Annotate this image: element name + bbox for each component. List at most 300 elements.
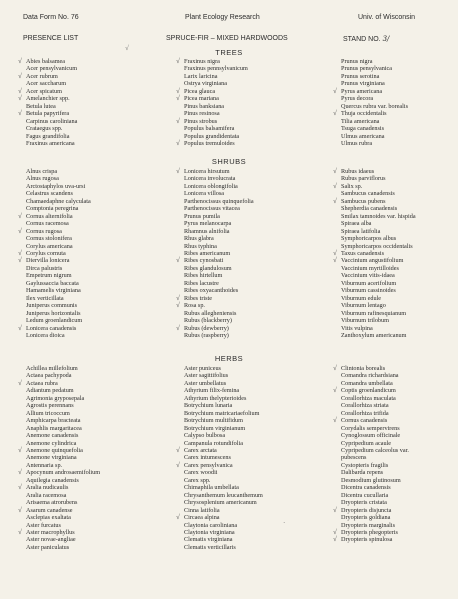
species-name: Thuja occidentalis <box>341 110 387 118</box>
species-item <box>22 265 157 272</box>
species-name: Cornus racemosa <box>26 220 69 228</box>
species-name: Aquilegia canadensis <box>26 476 79 484</box>
species-item <box>180 287 315 294</box>
species-name: Botrychium lunaria <box>184 402 233 410</box>
species-name: Lonicera canadensis <box>26 324 77 332</box>
species-name: Acer pensylvanicum <box>26 65 78 73</box>
species-item <box>180 499 315 506</box>
species-name: Cynoglossum officinale <box>341 432 401 440</box>
species-name: Carex pensylvanica <box>184 461 233 469</box>
species-item <box>18 483 157 492</box>
check-mark-icon: √ <box>176 138 180 147</box>
species-name: Populus tremuloides <box>184 139 235 147</box>
species-item <box>180 432 315 439</box>
species-item <box>337 58 458 65</box>
check-mark-icon: √ <box>333 196 337 205</box>
species-name: Botrychium matricariaefolium <box>184 409 260 417</box>
species-name: Juniperus communis <box>26 302 78 310</box>
species-name: Lonicera involucrata <box>184 175 236 183</box>
species-item <box>333 196 458 205</box>
species-item <box>180 522 315 529</box>
species-item <box>18 211 157 220</box>
species-item <box>22 387 157 394</box>
species-item <box>337 272 458 279</box>
species-name: Pinus strobus <box>184 117 218 125</box>
species-name: Chimaphila umbellata <box>184 484 239 492</box>
species-name: Ribes cynosbati <box>184 257 224 265</box>
species-name: Aster sagittifolius <box>184 372 229 380</box>
species-name: Shepherdia canadensis <box>341 205 398 213</box>
check-mark-icon: √ <box>333 109 337 118</box>
species-name: Coptis groenlandicum <box>341 387 396 395</box>
check-mark-icon: √ <box>176 301 180 310</box>
species-name: Gaylussaccia baccata <box>26 279 79 287</box>
species-name: Dicentra canadensis <box>341 484 391 492</box>
species-name: Celastrus scandens <box>26 190 73 198</box>
species-name: Populus grandidentata <box>184 132 240 140</box>
species-name: Rubus (raspberry) <box>184 331 229 339</box>
species-item <box>22 310 157 317</box>
species-item <box>337 175 458 182</box>
trees-col-1 <box>18 57 157 147</box>
species-item <box>22 220 157 227</box>
species-item <box>180 198 315 205</box>
species-item <box>18 109 157 118</box>
check-mark-icon: √ <box>18 468 22 477</box>
check-mark-icon: √ <box>333 248 337 257</box>
stray-mark: · <box>283 519 286 527</box>
species-name: Spiraea alba <box>341 220 372 228</box>
species-item <box>22 425 157 432</box>
species-item <box>180 402 315 409</box>
species-name: Pinus banksiana <box>184 102 225 110</box>
trees-col-2 <box>176 57 315 147</box>
species-item <box>180 454 315 461</box>
species-item <box>18 71 157 80</box>
species-item <box>22 125 157 132</box>
species-name: Dryopteris marginalis <box>341 521 396 529</box>
species-item <box>180 387 315 394</box>
species-item <box>176 116 315 125</box>
species-name: Ribes triste <box>184 294 213 302</box>
species-item <box>22 477 157 484</box>
species-name: Ribes oxyacanthoides <box>184 287 239 295</box>
species-item <box>176 460 315 469</box>
species-name: Lonicera villosa <box>184 190 225 198</box>
species-name: Symphoricarpos albus <box>341 235 397 243</box>
species-name: Vitis vulpina <box>341 324 373 332</box>
species-name: Acer spicatum <box>26 87 62 95</box>
species-name: Fraxinus nigra <box>184 58 220 65</box>
species-item <box>22 198 157 205</box>
species-name: Anemone virginiana <box>26 454 77 462</box>
species-item <box>22 295 157 302</box>
species-item <box>22 454 157 461</box>
species-name: Pyrus melanocarpa <box>184 220 232 228</box>
species-name: Chamaedaphne calyculata <box>26 197 91 205</box>
species-name: Cinna latifolia <box>184 506 220 514</box>
species-item <box>337 469 458 476</box>
species-item <box>333 527 458 536</box>
species-item <box>337 492 458 499</box>
species-item <box>18 323 157 332</box>
species-item <box>180 484 315 491</box>
species-item <box>337 432 458 439</box>
species-item <box>337 65 458 72</box>
check-mark-icon: √ <box>18 256 22 265</box>
check-mark-icon: √ <box>18 71 22 80</box>
species-name: Ostrya virginiana <box>184 80 228 88</box>
check-mark-icon: √ <box>333 181 337 190</box>
species-item <box>176 445 315 454</box>
check-mark-icon: √ <box>18 248 22 257</box>
species-name: Rubus idaeus <box>341 168 375 175</box>
species-name: Lonicera oblongifolia <box>184 182 238 190</box>
species-item <box>337 95 458 102</box>
species-name: Circaea alpina <box>184 514 220 522</box>
species-name: Alnus crispa <box>26 168 58 175</box>
species-item <box>18 248 157 257</box>
species-item <box>22 492 157 499</box>
species-name: Sambucus pubens <box>341 197 386 205</box>
check-mark-icon: √ <box>333 167 337 175</box>
species-name: Rhus typhina <box>184 242 217 250</box>
species-name: Acer saccharum <box>26 80 67 88</box>
species-name: Taxus canadensis <box>341 249 385 257</box>
species-item <box>176 293 315 302</box>
species-name: Cypripedium calceolus var. <box>341 446 409 454</box>
species-name: Antennaria sp. <box>26 461 63 469</box>
species-item <box>180 205 315 212</box>
species-name: Amphicarpa bracteata <box>26 417 81 425</box>
species-item <box>18 468 157 477</box>
species-item <box>22 365 157 372</box>
species-item <box>22 372 157 379</box>
species-name: Vaccinium vitis-idaea <box>341 272 395 280</box>
species-item <box>180 133 315 140</box>
species-name: Viburnum lentago <box>341 302 386 310</box>
species-item <box>337 477 458 484</box>
species-name: Rubus allegheniensis <box>184 309 237 317</box>
species-item <box>180 110 315 117</box>
species-name: Sambucus canadensis <box>341 190 395 198</box>
check-mark-icon: √ <box>18 445 22 454</box>
species-name: Larix laricina <box>184 72 218 80</box>
species-item <box>22 514 157 521</box>
species-name: Viburnum rafinesquianum <box>341 309 407 317</box>
check-mark-icon: √ <box>333 256 337 265</box>
species-item <box>180 395 315 402</box>
species-name: Dryopteris spinulosa <box>341 536 393 544</box>
species-name: Fraxinus americana <box>26 139 75 147</box>
species-item <box>337 402 458 409</box>
species-item <box>22 499 157 506</box>
species-item <box>337 440 458 447</box>
species-name: Ulmus rubra <box>341 139 373 147</box>
species-item <box>337 380 458 387</box>
species-item <box>337 454 458 461</box>
species-name: Dryopteris cristata <box>341 499 387 507</box>
species-name: Rubus (blackberry) <box>184 317 232 325</box>
species-item <box>22 280 157 287</box>
species-item <box>22 402 157 409</box>
species-item <box>18 256 157 265</box>
species-name: Pinus resinosa <box>184 110 220 118</box>
species-name: Corylus cornuta <box>26 249 66 257</box>
species-name: Corydalis sempervirens <box>341 424 400 432</box>
species-item <box>333 505 458 514</box>
species-item <box>176 323 315 332</box>
species-item <box>22 103 157 110</box>
species-item <box>22 243 157 250</box>
species-item <box>333 256 458 265</box>
check-mark-icon: √ <box>18 109 22 118</box>
species-name: Athyrium filix-femina <box>184 387 240 395</box>
species-name: Chrysanthemum leucanthemum <box>184 491 263 499</box>
species-item <box>22 410 157 417</box>
species-name: Dicentra cucullaria <box>341 491 389 499</box>
check-mark-icon: √ <box>333 505 337 514</box>
species-name: Juniperus horizontalis <box>26 309 81 317</box>
species-item <box>337 205 458 212</box>
species-name: Corylus americana <box>26 242 73 250</box>
species-item <box>176 167 315 175</box>
species-name: Ribes hirtellum <box>184 272 223 280</box>
check-mark-icon: √ <box>176 167 180 175</box>
species-item <box>18 505 157 514</box>
species-name: Aster umbellatus <box>184 379 227 387</box>
check-mark-icon: √ <box>18 378 22 387</box>
species-name: Fraxinus pennsylvanicum <box>184 65 248 73</box>
species-name: Aster macrophyllus <box>26 528 75 536</box>
species-name: Betula lutea <box>26 102 56 110</box>
species-item <box>22 417 157 424</box>
species-item <box>333 386 458 395</box>
species-name: Prunus nigra <box>341 58 373 65</box>
species-item <box>337 484 458 491</box>
species-name: Ribes americanum <box>184 249 231 257</box>
species-item <box>337 235 458 242</box>
species-item <box>22 235 157 242</box>
species-name: Viburnum cassinoides <box>341 287 396 295</box>
check-mark-icon: √ <box>18 226 22 235</box>
species-item <box>337 410 458 417</box>
species-name: Ledum groenlandicum <box>26 317 83 325</box>
herbs-col-3 <box>333 364 458 544</box>
species-item <box>333 416 458 425</box>
check-mark-icon: √ <box>333 527 337 536</box>
species-item <box>22 272 157 279</box>
species-name: Ribes lacustre <box>184 279 219 287</box>
species-name: Anemone quinquefolia <box>26 446 83 454</box>
species-name: Cornus rugosa <box>26 227 62 235</box>
species-name: Prunus pensylvanica <box>341 65 393 73</box>
species-item <box>180 103 315 110</box>
species-item <box>337 295 458 302</box>
species-name: Adiantum pedatum <box>26 387 74 395</box>
species-name: Comptonia peregrina <box>26 205 79 213</box>
species-name: Dalibarda repens <box>341 469 384 477</box>
species-name: Spiraea latifolia <box>341 227 381 235</box>
species-name: Carpinus caroliniana <box>26 117 78 125</box>
species-name: Tilia americana <box>341 117 380 125</box>
species-item <box>337 118 458 125</box>
stand-number-label: STAND NO. 3/ <box>343 35 390 43</box>
species-name: Aster furcatus <box>26 521 61 529</box>
species-item <box>180 250 315 257</box>
species-item <box>180 243 315 250</box>
herbs-col-2 <box>176 365 315 551</box>
species-name: Botrychium multifidum <box>184 417 243 425</box>
species-name: Cornus canadensis <box>341 417 388 425</box>
species-item <box>337 213 458 220</box>
species-item <box>176 256 315 265</box>
species-name: Lonicera dioica <box>26 331 65 339</box>
species-name: Crataegus spp. <box>26 125 63 133</box>
species-item <box>337 103 458 110</box>
species-name: Viburnum edule <box>341 294 382 302</box>
species-name: Pyrus decora <box>341 95 374 103</box>
species-name: Populus balsamifera <box>184 125 235 133</box>
stray-mark: √ <box>125 44 129 52</box>
species-name: Hamamelis virginiana <box>26 287 81 295</box>
species-item <box>180 440 315 447</box>
species-item <box>180 65 315 72</box>
species-item <box>22 287 157 294</box>
species-name: Carex woodii <box>184 469 218 477</box>
species-item <box>333 248 458 257</box>
species-name: Dryopteris phegopteris <box>341 528 398 536</box>
species-name: Ribes glandulosum <box>184 264 232 272</box>
species-name: Fagus grandifolia <box>26 132 70 140</box>
species-item <box>337 499 458 506</box>
stand-number-value: 3/ <box>382 35 390 43</box>
species-item <box>180 507 315 514</box>
species-name: Clematis verticillaris <box>184 543 236 551</box>
species-item <box>22 133 157 140</box>
species-name: Arisaema atrorubens <box>26 499 78 507</box>
species-item <box>176 301 315 310</box>
species-item <box>180 332 315 339</box>
header-right: Univ. of Wisconsin <box>358 14 416 21</box>
check-mark-icon: √ <box>18 57 22 65</box>
check-mark-icon: √ <box>18 323 22 332</box>
species-name: Dirca palustris <box>26 264 63 272</box>
species-item <box>337 462 458 469</box>
species-item <box>18 94 157 103</box>
species-name: Tsuga canadensis <box>341 125 385 133</box>
species-name: Rosa sp. <box>184 302 205 310</box>
species-item <box>180 190 315 197</box>
species-name: Anaphlis margaritacea <box>26 424 82 432</box>
species-item <box>22 440 157 447</box>
species-name: Desmodium glutinosum <box>341 476 401 484</box>
species-item <box>180 265 315 272</box>
species-item <box>22 317 157 324</box>
species-item <box>337 514 458 521</box>
trees-col-3 <box>333 58 458 147</box>
check-mark-icon: √ <box>176 513 180 522</box>
species-item <box>180 183 315 190</box>
species-item <box>337 302 458 309</box>
species-name: Cystopteris fragilis <box>341 461 389 469</box>
species-item <box>180 417 315 424</box>
species-name: Viburnum trilobum <box>341 317 389 325</box>
species-item <box>176 86 315 95</box>
species-name: Vaccinium myrtilloides <box>341 264 399 272</box>
species-item <box>337 80 458 87</box>
species-item <box>22 168 157 175</box>
species-item <box>333 364 458 372</box>
species-item <box>176 138 315 147</box>
species-name: Prunus serotina <box>341 72 380 80</box>
species-name: Cornus alternifolia <box>26 212 73 220</box>
species-item <box>180 425 315 432</box>
species-name: Corallorhiza striata <box>341 402 389 410</box>
species-name: Rhamnus alnifolia <box>184 227 230 235</box>
check-mark-icon: √ <box>176 445 180 454</box>
species-name: Comandra richardsiana <box>341 372 399 380</box>
shrubs-col-2 <box>176 167 315 339</box>
species-item <box>180 235 315 242</box>
species-name: Symphoricarpos occidentalis <box>341 242 413 250</box>
species-item <box>22 432 157 439</box>
species-name: Anemone cylindrica <box>26 439 77 447</box>
species-item <box>180 469 315 476</box>
species-name: Carex intumescens <box>184 454 231 462</box>
species-name: Carex arctata <box>184 446 217 454</box>
species-name: Carex spp. <box>184 476 211 484</box>
species-item <box>337 140 458 147</box>
species-item <box>176 94 315 103</box>
species-name: Dryopteris disjuncta <box>341 506 392 514</box>
species-name: Asarum canadense <box>26 506 73 514</box>
species-name: Arctostaphylos uva-ursi <box>26 182 86 190</box>
species-name: Corallorhiza maculata <box>341 394 396 402</box>
shrubs-col-3 <box>333 167 458 339</box>
species-item <box>180 272 315 279</box>
species-item <box>22 183 157 190</box>
header-left: Data Form No. 76 <box>23 14 79 21</box>
species-name: Rubus (dewberry) <box>184 324 229 332</box>
species-item <box>180 175 315 182</box>
species-item <box>337 190 458 197</box>
species-item <box>18 527 157 536</box>
species-name: Picea glauca <box>184 87 216 95</box>
species-name: Clintonia borealis <box>341 365 386 372</box>
species-name: Lonicera hirsutum <box>184 168 230 175</box>
species-item <box>176 57 315 65</box>
species-item <box>180 228 315 235</box>
herbs-col-1 <box>18 365 157 551</box>
species-item <box>337 447 458 454</box>
species-item <box>337 332 458 339</box>
species-item <box>333 86 458 95</box>
species-name: pubescens <box>341 454 367 462</box>
species-name: Actaea rubra <box>26 379 58 387</box>
check-mark-icon: √ <box>18 94 22 103</box>
species-item <box>180 536 315 543</box>
check-mark-icon: √ <box>18 86 22 95</box>
species-item <box>180 477 315 484</box>
species-name: Corallorhiza trifida <box>341 409 389 417</box>
section-title-shrubs: SHRUBS <box>211 157 247 166</box>
check-mark-icon: √ <box>18 527 22 536</box>
species-item <box>22 544 157 551</box>
species-item <box>22 462 157 469</box>
check-mark-icon: √ <box>176 460 180 469</box>
species-item <box>337 395 458 402</box>
